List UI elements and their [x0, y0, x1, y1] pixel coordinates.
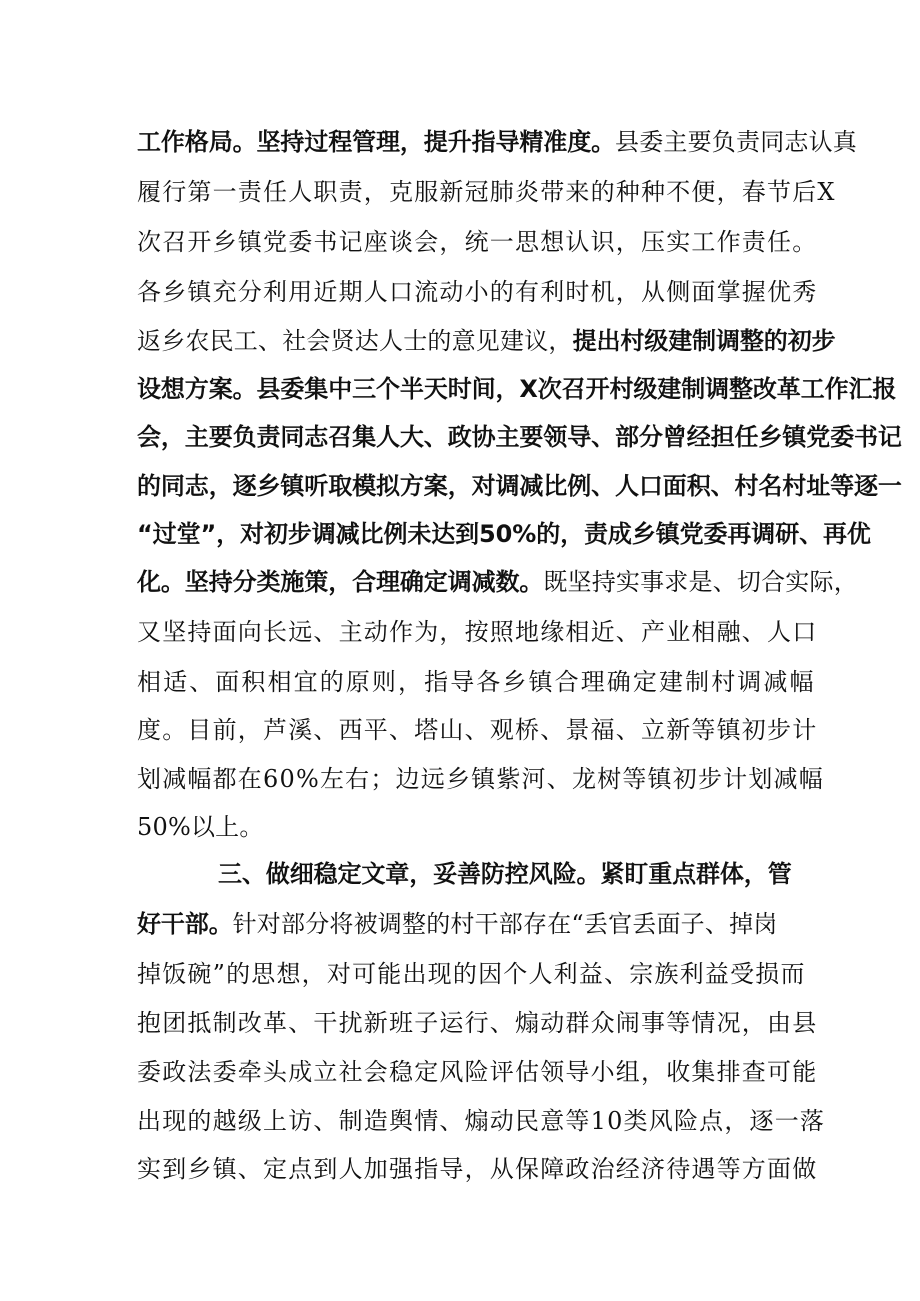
- paragraph-line: [137, 174, 836, 210]
- bold-text: 的同志，逐乡镇听取模拟方案，对调减比例、人口面积、村名村址等逐一: [137, 472, 902, 500]
- paragraph-line: [137, 274, 818, 310]
- body-text: 划减幅都在60%左右；边远乡镇紫河、龙树等镇初步计划减幅: [137, 765, 824, 793]
- body-text: 度。目前，芦溪、西平、塔山、观桥、景福、立新等镇初步计: [137, 716, 818, 744]
- bold-text: “过堂”，对初步调减比例未达到50%的，责成乡镇党委再调研、再优: [137, 520, 871, 548]
- bold-text: 工作格局。坚持过程管理，提升指导精准度。: [137, 128, 615, 156]
- body-text: 各乡镇充分利用近期人口流动小的有利时机，从侧面掌握优秀: [137, 278, 818, 306]
- body-text: 50%以上。: [137, 813, 264, 841]
- paragraph-line: [137, 1151, 818, 1187]
- body-text: 县委主要负责同志认真: [615, 128, 857, 156]
- paragraph-line: [137, 124, 857, 160]
- paragraph-line: [137, 712, 818, 748]
- paragraph-line: [137, 371, 897, 407]
- bold-text: 提出村级建制调整的初步: [572, 327, 836, 355]
- paragraph-line: [137, 1103, 826, 1139]
- paragraph-line: [137, 323, 836, 359]
- paragraph-line: [137, 468, 902, 504]
- bold-text: 会，主要负责同志召集人大、政协主要领导、部分曾经担任乡镇党委书记: [137, 423, 902, 451]
- body-text: 相适、面积相宜的原则，指导各乡镇合理确定建制村调减幅: [137, 668, 816, 696]
- paragraph-line: [137, 516, 871, 552]
- body-text: 既坚持实事求是、切合实际，: [543, 568, 858, 596]
- paragraph-line: [137, 664, 816, 700]
- body-text: 委政法委牵头成立社会稳定风险评估领导小组，收集排查可能: [137, 1058, 818, 1086]
- paragraph-line: [137, 564, 858, 600]
- body-text: 抱团抵制改革、干扰新班子运行、煽动群众闹事等情况，由县: [137, 1009, 818, 1037]
- paragraph-line: [137, 761, 824, 797]
- bold-text: 设想方案。县委集中三个半天时间，X次召开村级建制调整改革工作汇报: [137, 375, 897, 403]
- body-text: 出现的越级上访、制造舆情、煽动民意等10类风险点，逐一落: [137, 1107, 826, 1135]
- section-heading: 三、做细稳定文章，妥善防控风险。紧盯重点群体，管: [218, 860, 792, 888]
- body-text: 返乡农民工、社会贤达人士的意见建议，: [137, 327, 573, 355]
- body-text: 针对部分将被调整的村干部存在“丢官丢面子、掉岗: [232, 910, 778, 938]
- body-text: 次召开乡镇党委书记座谈会，统一思想认识，压实工作责任。: [137, 228, 818, 256]
- paragraph-line: [137, 1005, 818, 1041]
- section-heading-line: [218, 856, 878, 892]
- body-text: 又坚持面向长远、主动作为，按照地缘相近、产业相融、人口: [137, 618, 818, 646]
- body-text: 履行第一责任人职责，克服新冠肺炎带来的种种不便，春节后X: [137, 178, 836, 206]
- paragraph-line: [137, 419, 902, 455]
- paragraph-line: [137, 224, 818, 260]
- paragraph-line: [137, 956, 806, 992]
- body-text: 掉饭碗”的思想，对可能出现的因个人利益、宗族利益受损而: [137, 960, 806, 988]
- paragraph-line: [137, 809, 797, 845]
- bold-text: 化。坚持分类施策，合理确定调减数。: [137, 568, 544, 596]
- bold-text: 好干部。: [137, 910, 233, 938]
- body-text: 实到乡镇、定点到人加强指导，从保障政治经济待遇等方面做: [137, 1155, 818, 1183]
- paragraph-line: [137, 614, 818, 650]
- paragraph-line: [137, 1054, 818, 1090]
- paragraph-line: [137, 906, 797, 942]
